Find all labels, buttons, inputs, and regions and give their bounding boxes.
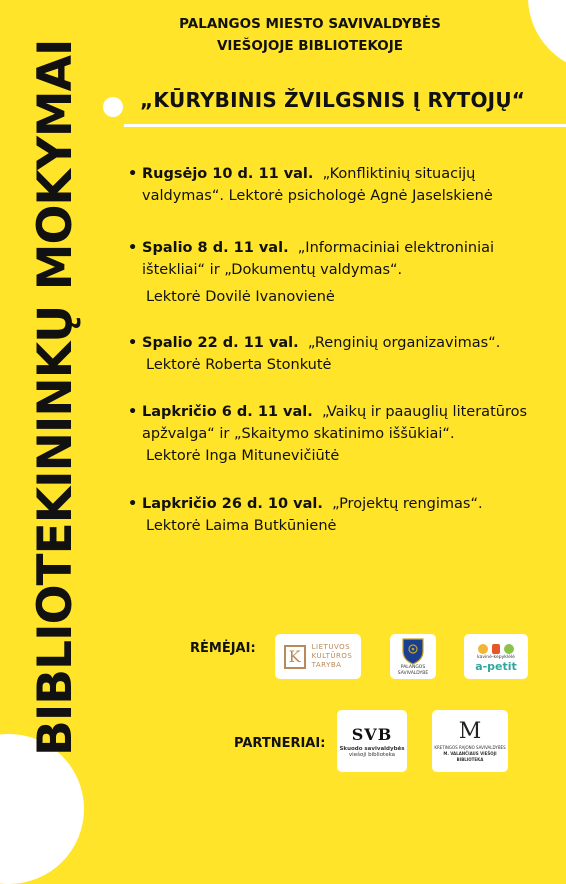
item-text-line-2: valdymas“. Lektorė psichologė Agnė Jaselskienė [142, 188, 493, 204]
bullet-icon: • [128, 240, 138, 256]
item-text-line-1: „Renginių organizavimas“. [307, 335, 501, 351]
item-date: Lapkričio 6 d. 11 val. [142, 404, 313, 420]
a-petit-name: a-petit [475, 659, 517, 673]
food-icons [476, 641, 516, 655]
ltb-line-2: KULTŪROS [311, 652, 353, 660]
bullet-icon: • [128, 404, 138, 420]
coat-of-arms-icon [401, 637, 425, 665]
partners-label: PARTNERIAI: [234, 736, 326, 751]
item-date: Spalio 22 d. 11 val. [142, 335, 299, 351]
item-text-line-1: „Informaciniai elektroniniai [297, 240, 495, 256]
skuodo-line-2: viešoji biblioteka [348, 752, 396, 758]
sponsors-label: RĖMĖJAI: [190, 641, 256, 656]
title-underline [124, 124, 566, 127]
valanciaus-line-1: KRETINGOS RAJONO SAVIVALDYBĖS [434, 745, 506, 750]
item-text-line-3: Lektorė Dovilė Ivanovienė [146, 289, 335, 305]
a-petit-small-text: kavinė-kepyklėlė [477, 654, 515, 660]
schedule-item [128, 401, 548, 467]
title-dot [103, 97, 123, 117]
skuodo-line-1: Skuodo savivaldybės [339, 746, 405, 752]
item-date: Rugsėjo 10 d. 11 val. [142, 166, 314, 182]
ltb-k-icon: K [284, 645, 306, 669]
item-date: Spalio 8 d. 11 val. [142, 240, 289, 256]
program-title: „KŪRYBINIS ŽVILGSNIS Į RYTOJŲ“ [140, 88, 526, 112]
item-text-line-2: Lektorė Laima Butkūnienė [146, 518, 337, 534]
decorative-circle-top-right [528, 0, 566, 72]
schedule-item [128, 332, 548, 376]
item-text-line-3: Lektorė Inga Mitunevičiūtė [146, 448, 340, 464]
item-text-line-1: „Konfliktinių situacijų [322, 166, 476, 182]
item-text-line-2: ištekliai“ ir „Dokumentų valdymas“. [142, 262, 403, 278]
valanciaus-line-2: M. VALANČIAUS VIEŠOJI BIBLIOTEKA [443, 751, 497, 762]
ltb-line-1: LIETUVOS [311, 643, 351, 651]
valanciaus-biblioteka-logo [432, 710, 508, 772]
a-petit-logo [464, 634, 528, 679]
organizer-line-1: PALANGOS MIESTO SAVIVALDYBĖS [179, 16, 441, 32]
item-date: Lapkričio 26 d. 10 val. [142, 496, 323, 512]
bullet-icon: • [128, 166, 138, 182]
item-text-line-2: Lektorė Roberta Stonkutė [146, 357, 332, 373]
schedule-item [128, 493, 548, 537]
palanga-caption: PALANGOS SAVIVALDYBĖ [397, 664, 429, 676]
organizer-line-2: VIEŠOJOJE BIBLIOTEKOJE [216, 38, 404, 54]
item-text-line-1: „Vaikų ir paauglių literatūros [321, 404, 528, 420]
lietuvos-kulturos-taryba-logo [275, 634, 361, 679]
skuodo-mark-icon: SVB [351, 725, 393, 744]
vertical-title: BIBLIOTEKININKŲ MOKYMAI [28, 39, 83, 756]
skuodo-biblioteka-logo [337, 710, 407, 772]
decorative-circle-bottom-left [0, 734, 84, 884]
bullet-icon: • [128, 496, 138, 512]
ltb-line-3: TARYBA [311, 661, 342, 669]
bullet-icon: • [128, 335, 138, 351]
schedule-item [128, 163, 548, 207]
item-text-line-2: apžvalga“ ir „Skaitymo skatinimo iššūkiai“. [142, 426, 455, 442]
schedule-item [128, 237, 548, 308]
palanga-municipality-logo [390, 634, 436, 679]
item-text-line-1: „Projektų rengimas“. [332, 496, 483, 512]
valanciaus-mark-icon: M [458, 719, 482, 744]
